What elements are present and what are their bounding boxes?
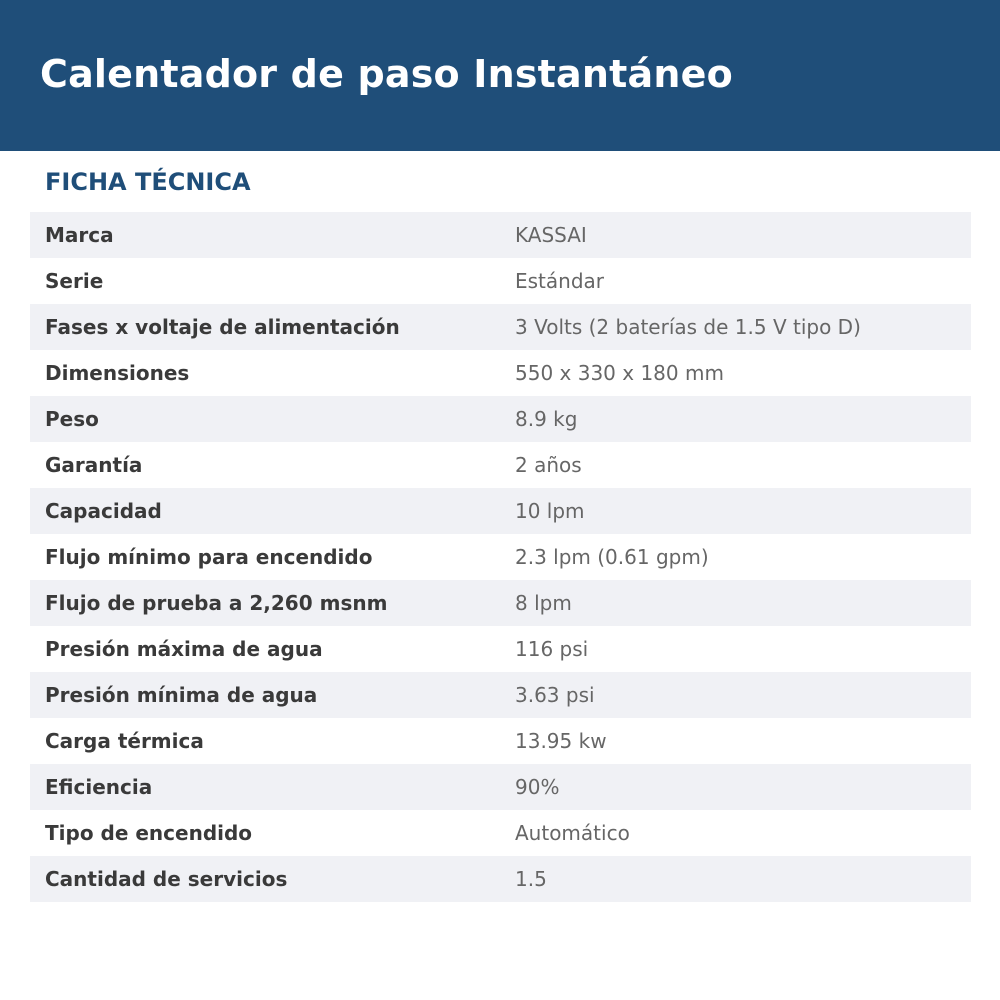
spec-value: 550 x 330 x 180 mm — [515, 361, 724, 385]
spec-label: Fases x voltaje de alimentación — [45, 315, 400, 339]
spec-row — [30, 396, 971, 442]
spec-row — [30, 718, 971, 764]
spec-label: Carga térmica — [45, 729, 204, 753]
spec-row — [30, 810, 971, 856]
spec-value: 13.95 kw — [515, 729, 607, 753]
spec-value: 8.9 kg — [515, 407, 578, 431]
spec-row — [30, 258, 971, 304]
spec-label: Marca — [45, 223, 114, 247]
spec-value: 3 Volts (2 baterías de 1.5 V tipo D) — [515, 315, 861, 339]
spec-value: 3.63 psi — [515, 683, 595, 707]
spec-label: Flujo de prueba a 2,260 msnm — [45, 591, 388, 615]
spec-row — [30, 442, 971, 488]
spec-value: 8 lpm — [515, 591, 572, 615]
page-title: Calentador de paso Instantáneo — [40, 51, 733, 96]
spec-label: Peso — [45, 407, 99, 431]
spec-row — [30, 350, 971, 396]
spec-value: Automático — [515, 821, 630, 845]
spec-row — [30, 488, 971, 534]
spec-table — [30, 212, 971, 902]
spec-label: Dimensiones — [45, 361, 190, 385]
spec-value: Estándar — [515, 269, 605, 293]
spec-row — [30, 764, 971, 810]
spec-value: 90% — [515, 775, 560, 799]
spec-value: 10 lpm — [515, 499, 585, 523]
spec-label: Tipo de encendido — [45, 821, 253, 845]
spec-row — [30, 856, 971, 902]
spec-value: 2.3 lpm (0.61 gpm) — [515, 545, 709, 569]
spec-label: Eficiencia — [45, 775, 153, 799]
spec-value: 2 años — [515, 453, 582, 477]
spec-label: Presión mínima de agua — [45, 683, 318, 707]
spec-label: Presión máxima de agua — [45, 637, 323, 661]
spec-value: 116 psi — [515, 637, 589, 661]
spec-label: Cantidad de servicios — [45, 867, 288, 891]
spec-row — [30, 580, 971, 626]
section-title: FICHA TÉCNICA — [45, 168, 251, 196]
spec-row — [30, 212, 971, 258]
spec-label: Garantía — [45, 453, 143, 477]
spec-label: Serie — [45, 269, 104, 293]
header-banner — [0, 0, 1000, 151]
spec-row — [30, 534, 971, 580]
spec-row — [30, 304, 971, 350]
spec-value: KASSAI — [515, 223, 587, 247]
spec-label: Flujo mínimo para encendido — [45, 545, 373, 569]
spec-value: 1.5 — [515, 867, 547, 891]
spec-row — [30, 672, 971, 718]
spec-label: Capacidad — [45, 499, 162, 523]
spec-row — [30, 626, 971, 672]
